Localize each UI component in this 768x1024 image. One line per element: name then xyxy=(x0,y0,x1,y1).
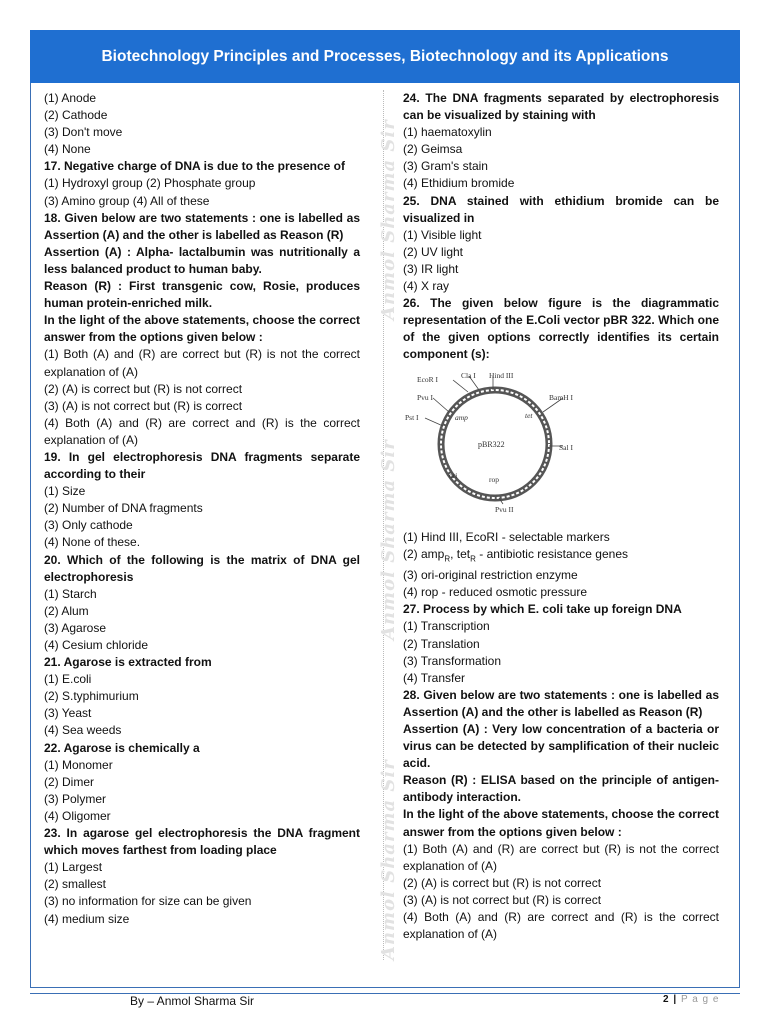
answer-option: (2) Translation xyxy=(403,636,480,651)
answer-option: (2) UV light xyxy=(403,244,464,259)
answer-option: (4) Ethidium bromide xyxy=(403,176,515,191)
answer-option: (4) X ray xyxy=(403,279,450,294)
answer-option: (1) Visible light xyxy=(403,227,482,242)
answer-option: (1) Size xyxy=(44,484,86,499)
question-text: 18. Given below are two statements : one is labelled as Assertion (A) and the other is labelled as Reason (R) xyxy=(44,210,360,242)
answer-option: (2) Cathode xyxy=(44,108,108,123)
answer-option: (1) E.coli xyxy=(44,672,92,687)
question-text: 22. Agarose is chemically a xyxy=(44,740,200,755)
question-text: 21. Agarose is extracted from xyxy=(44,655,212,670)
answer-option: (1) Both (A) and (R) are correct but (R) is not the correct explanation of (A) xyxy=(403,841,719,873)
plasmid-label-ori: ori xyxy=(449,470,458,480)
chapter-title: Biotechnology Principles and Processes, Biotechnology and its Applications xyxy=(101,47,669,65)
question-text: 24. The DNA fragments separated by electrophoresis can be visualized by staining with xyxy=(403,91,719,123)
right-column-top xyxy=(403,90,719,364)
answer-option: (3) Transformation xyxy=(403,653,502,668)
q26-option-1: (1) Hind III, EcoRI - selectable markers xyxy=(403,529,610,544)
answer-option: (1) Both (A) and (R) are correct but (R) is not the correct explanation of (A) xyxy=(44,347,360,379)
question-text: 28. Given below are two statements : one is labelled as Assertion (A) and the other is labelled as Reason (R) xyxy=(403,687,719,719)
answer-option: (2) S.typhimurium xyxy=(44,689,139,704)
plasmid-center-label: pBR322 xyxy=(478,439,505,449)
answer-option: (3) no information for size can be given xyxy=(44,894,252,909)
watermark-1: Anmol Sharma Sir xyxy=(378,119,399,320)
answer-option: (3) Amino group (4) All of these xyxy=(44,193,210,208)
answer-option: (1) haematoxylin xyxy=(403,125,492,140)
right-column xyxy=(403,90,719,943)
answer-option: (4) Both (A) and (R) are correct and (R) is the correct explanation of (A) xyxy=(44,415,360,447)
page-separator: | xyxy=(673,994,678,1005)
question-text: In the light of the above statements, choose the correct answer from the options given below : xyxy=(403,807,719,839)
plasmid-label-pvuii: Pvu II xyxy=(495,504,514,514)
footer-author: By – Anmol Sharma Sir xyxy=(130,994,255,1008)
answer-option: (1) Monomer xyxy=(44,757,113,772)
plasmid-label-pvui: Pvu I xyxy=(417,392,434,402)
question-text: Reason (R) : ELISA based on the principle of antigen-antibody interaction. xyxy=(403,773,719,805)
footer-page xyxy=(663,994,719,1005)
question-text: In the light of the above statements, choose the correct answer from the options given below : xyxy=(44,313,360,345)
answer-option: (3) Polymer xyxy=(44,791,107,806)
answer-option: (2) Alum xyxy=(44,603,89,618)
q26-option-4: (4) rop - reduced osmotic pressure xyxy=(403,585,588,600)
q26-option-2-sub: R xyxy=(444,554,451,564)
answer-option: (4) Transfer xyxy=(403,670,466,685)
question-text: 20. Which of the following is the matrix of DNA gel electrophoresis xyxy=(44,552,360,584)
answer-option: (4) medium size xyxy=(44,911,130,926)
page-number: 2 xyxy=(663,994,670,1005)
question-text: 26. The given below figure is the diagrammatic representation of the E.Coli vector pBR 322. Which one of the given options correctly identifies its certain component (s): xyxy=(403,296,719,362)
answer-option: (4) Sea weeds xyxy=(44,723,122,738)
answer-option: (2) Number of DNA fragments xyxy=(44,501,203,516)
answer-option: (4) Cesium chloride xyxy=(44,638,149,652)
answer-option: (1) Transcription xyxy=(403,619,490,634)
question-text: Reason (R) : First transgenic cow, Rosie, produces human protein-enriched milk. xyxy=(44,279,360,311)
answer-option: (3) Agarose xyxy=(44,620,107,635)
question-text: 23. In agarose gel electrophoresis the DNA fragment which moves farthest from loading place xyxy=(44,826,360,858)
page-word: P a g e xyxy=(680,994,720,1005)
question-text: Assertion (A) : Alpha- lactalbumin was nutritionally a less balanced product to human baby. xyxy=(44,244,360,276)
left-column xyxy=(44,90,360,928)
answer-option: (2) smallest xyxy=(44,877,107,892)
plasmid-label-rop: rop xyxy=(489,474,499,484)
plasmid-label-sali: Sal I xyxy=(559,442,573,452)
answer-option: (4) Both (A) and (R) are correct and (R) is the correct explanation of (A) xyxy=(403,910,719,942)
q26-option-2-sub: R xyxy=(470,554,476,564)
answer-option: (4) None xyxy=(44,142,91,157)
answer-option: (2) (A) is correct but (R) is not correct xyxy=(403,875,602,890)
answer-option: (3) (A) is not correct but (R) is correct xyxy=(44,398,243,413)
pbr322-plasmid-diagram xyxy=(403,370,583,520)
chapter-title-banner xyxy=(30,30,740,83)
answer-option: (3) Yeast xyxy=(44,706,92,721)
q26-option-2-part: , tet xyxy=(450,546,471,561)
plasmid-label-psti: Pst I xyxy=(405,412,419,422)
plasmid-label-tet: tet xyxy=(525,410,533,420)
answer-option: (2) Dimer xyxy=(44,774,94,789)
watermark-2: Anmol Sharma Sir xyxy=(378,439,399,640)
answer-option: (4) Oligomer xyxy=(44,808,111,823)
answer-option: (2) Geimsa xyxy=(403,142,463,157)
plasmid-label-hindiii: Hind III xyxy=(489,370,514,380)
answer-option: (3) (A) is not correct but (R) is correct xyxy=(403,892,602,907)
answer-option: (4) None of these. xyxy=(44,535,141,550)
question-text: 27. Process by which E. coli take up foreign DNA xyxy=(403,602,682,617)
answer-option: (3) Gram's stain xyxy=(403,159,488,174)
question-text: 25. DNA stained with ethidium bromide can be visualized in xyxy=(403,193,719,225)
question-text: Assertion (A) : Very low concentration of a bacteria or virus can be detected by samplification of their nucleic acid. xyxy=(403,722,719,771)
q26-option-3: (3) ori-original restriction enzyme xyxy=(403,568,578,583)
watermark-3: Anmol Sharma Sir xyxy=(378,759,399,960)
question-text: 17. Negative charge of DNA is due to the presence of xyxy=(44,159,345,174)
question-text: 19. In gel electrophoresis DNA fragments separate according to their xyxy=(44,449,360,482)
right-column-bottom xyxy=(403,601,719,943)
q26-option-2-part: - antibiotic resistance genes xyxy=(475,546,629,561)
answer-option: (3) IR light xyxy=(403,261,459,276)
plasmid-label-clai: Cla I xyxy=(461,370,476,380)
answer-option: (3) Don't move xyxy=(44,125,123,140)
q26-option-2-part: (2) amp xyxy=(403,546,445,561)
plasmid-label-amp: amp xyxy=(455,412,468,422)
answer-option: (1) Largest xyxy=(44,860,103,875)
plasmid-label-bamhi: BamH I xyxy=(549,392,573,402)
answer-option: (1) Hydroxyl group (2) Phosphate group xyxy=(44,176,256,191)
q26-option-2 xyxy=(403,546,719,567)
plasmid-label-ecori: EcoR I xyxy=(417,374,439,384)
answer-option: (1) Anode xyxy=(44,91,97,105)
answer-option: (1) Starch xyxy=(44,586,97,601)
answer-option: (3) Only cathode xyxy=(44,518,133,533)
answer-option: (2) (A) is correct but (R) is not correct xyxy=(44,381,243,396)
